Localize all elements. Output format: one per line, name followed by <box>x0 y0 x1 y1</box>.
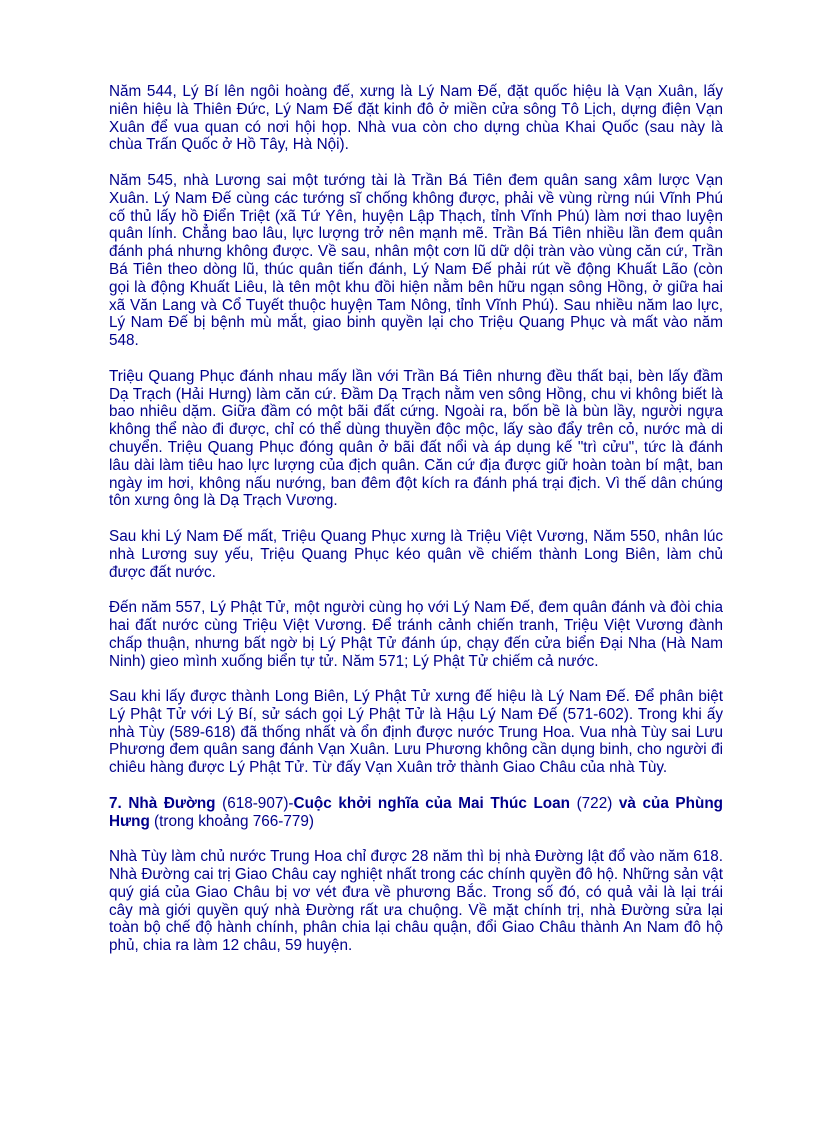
heading-mai-thuc-loan-year: (722) <box>570 794 619 812</box>
paragraph-nha-duong: Nhà Tùy làm chủ nước Trung Hoa chỉ được 28 năm thì bị nhà Đường lật đổ vào năm 618. Nhà Đường cai trị Giao Châu cay nghiệt nhất trong các chính quyền đô hộ. Những sản vật quý giá của Giao Châu bị vơ vét đưa về phương Bắc. Trong số đó, có quả vải là lại trái cây mà giới quyền quý nhà Đường rất ưa chuộng. Về mặt chính trị, nhà Đường sửa lại toàn bộ chế độ hành chính, phân chia lại châu quận, đổi Giao Châu thành An Nam đô hộ phủ, chia ra làm 12 châu, 59 huyện. <box>109 848 723 955</box>
document-page <box>109 83 723 973</box>
paragraph-ly-nam-de-reign: Năm 544, Lý Bí lên ngôi hoàng đế, xưng là Lý Nam Đế, đặt quốc hiệu là Vạn Xuân, lấy niên hiệu là Thiên Đức, Lý Nam Đế đặt kinh đô ở miền cửa sông Tô Lịch, dựng điện Vạn Xuân để vua quan có nơi hội họp. Nhà vua còn cho dựng chùa Khai Quốc (sau này là chùa Trấn Quốc ở Hồ Tây, Hà Nội). <box>109 83 723 154</box>
heading-dynasty-years: (618-907)- <box>215 794 294 812</box>
paragraph-trieu-quang-phuc: Triệu Quang Phục đánh nhau mấy lần với Trần Bá Tiên nhưng đều thất bại, bèn lấy đầm Dạ Trạch (Hải Hưng) làm căn cứ. Đầm Dạ Trạch nằm ven sông Hồng, chu vi không biết là bao nhiêu dặm. Giữa đầm có một bãi đất cứng. Ngoài ra, bốn bề là bùn lầy, người ngựa không thể nào đi được, chỉ có thể dùng thuyền độc mộc, lấy sào đẩy trên cỏ, nước mà di chuyển. Triệu Quang Phục đóng quân ở bãi đất nổi và áp dụng kế "trì cửu", tức là đánh lâu dài làm tiêu hao lực lượng của địch quân. Căn cứ địa được giữ hoàn toàn bí mật, ban ngày im hơi, không nấu nướng, ban đêm đột kích ra đánh phá trại địch. Vì thế dân chúng tôn xưng ông là Dạ Trạch Vương. <box>109 367 723 510</box>
paragraph-ly-phat-tu: Đến năm 557, Lý Phật Tử, một người cùng họ với Lý Nam Đế, đem quân đánh và đòi chia hai đất nước cùng Triệu Việt Vương. Để tránh cảnh chiến tranh, Triệu Việt Vương đành chấp thuận, nhưng bất ngờ bị Lý Phật Tử đánh úp, chạy đến cửa biển Đại Nha (Hà Nam Ninh) gieo mình xuống biển tự tử. Năm 571; Lý Phật Tử chiếm cả nước. <box>109 599 723 670</box>
paragraph-tran-ba-tien-invasion: Năm 545, nhà Lương sai một tướng tài là Trần Bá Tiên đem quân sang xâm lược Vạn Xuân. Lý Nam Đế cùng các tướng sĩ chống không được, phải về vùng rừng núi Vĩnh Phú cố thủ lấy hồ Điển Triệt (xã Tứ Yên, huyện Lập Thạch, tỉnh Vĩnh Phú) làm nơi thao luyện quân lính. Chẳng bao lâu, lực lượng trở nên mạnh mẽ. Trần Bá Tiên nhiều lần đem quân đánh phá nhưng không được. Về sau, nhân một cơn lũ dữ dội tràn vào vùng căn cứ, Trần Bá Tiên theo dòng lũ, thúc quân tiến đánh, Lý Nam Đế phải rút về động Khuất Lão (còn gọi là động Khuất Liêu, là tên một khu đồi hiện nằm bên hữu ngạn sông Hồng, ở giữa hai xã Văn Lang và Cổ Tuyết thuộc huyện Tam Nông, tỉnh Vĩnh Phú). Sau nhiều năm lao lực, Lý Nam Đế bị bệnh mù mắt, giao binh quyền lại cho Triệu Quang Phục và mất vào năm 548. <box>109 171 723 350</box>
section-heading <box>109 795 723 831</box>
heading-mai-thuc-loan: Cuộc khởi nghĩa của Mai Thúc Loan <box>293 794 570 812</box>
paragraph-trieu-viet-vuong: Sau khi Lý Nam Đế mất, Triệu Quang Phục xưng là Triệu Việt Vương, Năm 550, nhân lúc nhà Lương suy yếu, Triệu Quang Phục kéo quân về chiếm thành Long Biên, làm chủ được đất nước. <box>109 527 723 581</box>
heading-phung-hung-years: (trong khoảng 766-779) <box>149 812 314 830</box>
heading-phung-hung: và của Phùng Hưng <box>109 794 724 830</box>
paragraph-hau-ly-nam-de: Sau khi lấy được thành Long Biên, Lý Phật Tử xưng đế hiệu là Lý Nam Đế. Để phân biệt Lý Phật Tử với Lý Bí, sử sách gọi Lý Phật Tử là Hậu Lý Nam Đế (571-602). Trong khi ấy nhà Tùy (589-618) đã thống nhất và ổn định được nước Trung Hoa. Vua nhà Tùy sai Lưu Phương đem quân sang đánh Vạn Xuân. Lưu Phương không cần dụng binh, cho người đi chiêu hàng được Lý Phật Tử. Từ đấy Vạn Xuân trở thành Giao Châu của nhà Tùy. <box>109 688 723 777</box>
heading-dynasty: 7. Nhà Đường <box>109 794 216 812</box>
